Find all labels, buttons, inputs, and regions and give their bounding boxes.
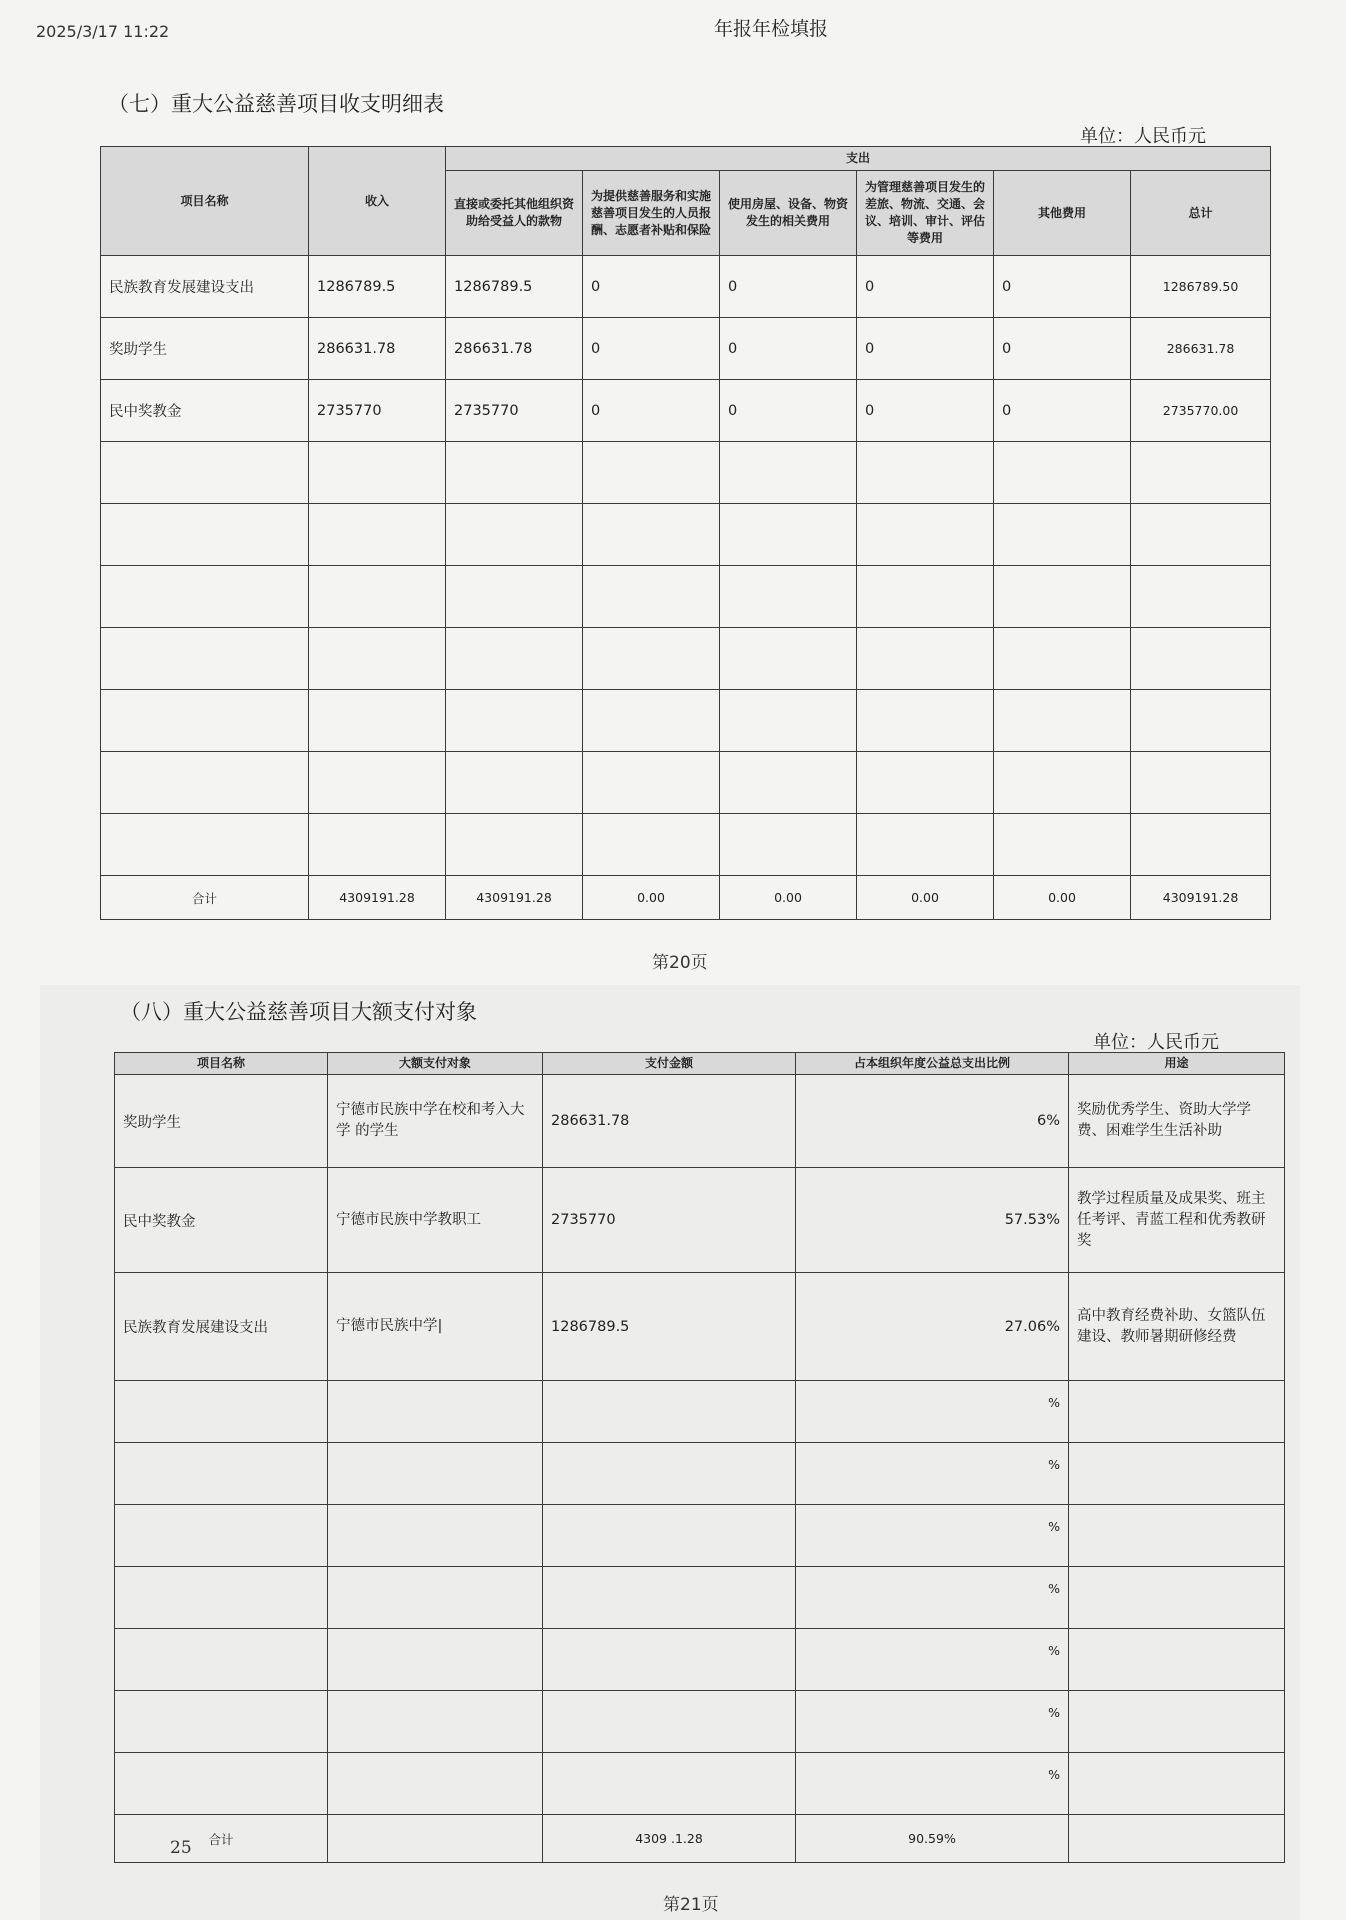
header-facility-cost: 使用房屋、设备、物资发生的相关费用	[720, 171, 857, 256]
page-number-20: 第20页	[652, 953, 708, 973]
empty-row	[101, 442, 1271, 504]
cell-direct: 1286789.5	[446, 256, 583, 318]
cell-name: 民中奖教金	[101, 380, 309, 442]
empty-row	[101, 504, 1271, 566]
cell-payee: 宁德市民族中学|	[328, 1273, 543, 1381]
empty-row	[115, 1629, 1285, 1691]
page-number-21: 第21页	[663, 1895, 719, 1915]
header-other-cost: 其他费用	[994, 171, 1131, 256]
cell-manage: 0	[857, 256, 994, 318]
cell-amount: 286631.78	[543, 1075, 796, 1168]
sum-label: 合计	[115, 1815, 328, 1863]
cell-name: 民中奖教金	[115, 1168, 328, 1273]
section7-title: （七）重大公益慈善项目收支明细表	[108, 92, 444, 116]
sum-manage: 0.00	[857, 876, 994, 920]
cell-facility: 0	[720, 380, 857, 442]
cell-ratio-empty: %	[796, 1505, 1069, 1567]
cell-manage: 0	[857, 318, 994, 380]
header-expense: 支出	[446, 147, 1271, 171]
empty-row	[115, 1443, 1285, 1505]
cell-income: 2735770	[309, 380, 446, 442]
header-income: 收入	[309, 147, 446, 256]
empty-row	[101, 566, 1271, 628]
cell-income: 286631.78	[309, 318, 446, 380]
section8-table	[114, 1052, 1285, 1863]
table-row	[115, 1075, 1285, 1168]
empty-row	[101, 752, 1271, 814]
section8-unit: 单位：人民币元	[1093, 1032, 1219, 1053]
cell-ratio-empty: %	[796, 1381, 1069, 1443]
cell-ratio: 6%	[796, 1075, 1069, 1168]
print-timestamp: 2025/3/17 11:22	[36, 22, 170, 41]
cell-direct: 2735770	[446, 380, 583, 442]
handwritten-page-mark: 25	[170, 1838, 192, 1858]
cell-service: 0	[583, 256, 720, 318]
sum-amount: 4309 .1.28	[543, 1815, 796, 1863]
header-project-name: 项目名称	[101, 147, 309, 256]
cell-total: 1286789.50	[1131, 256, 1271, 318]
section7-table	[100, 146, 1271, 920]
sum-total: 4309191.28	[1131, 876, 1271, 920]
header-amount: 支付金额	[543, 1053, 796, 1075]
header-payee: 大额支付对象	[328, 1053, 543, 1075]
cell-income: 1286789.5	[309, 256, 446, 318]
empty-row	[115, 1567, 1285, 1629]
cell-manage: 0	[857, 380, 994, 442]
cell-facility: 0	[720, 318, 857, 380]
cell-amount: 2735770	[543, 1168, 796, 1273]
empty-row	[101, 690, 1271, 752]
cell-ratio-empty: %	[796, 1443, 1069, 1505]
header-usage: 用途	[1069, 1053, 1285, 1075]
header-project-name: 项目名称	[115, 1053, 328, 1075]
sum-income: 4309191.28	[309, 876, 446, 920]
sum-ratio: 90.59%	[796, 1815, 1069, 1863]
empty-row	[115, 1505, 1285, 1567]
page-header-title: 年报年检填报	[714, 18, 829, 40]
cell-facility: 0	[720, 256, 857, 318]
table-row	[101, 256, 1271, 318]
cell-service: 0	[583, 380, 720, 442]
cell-other: 0	[994, 256, 1131, 318]
table-row	[115, 1168, 1285, 1273]
sum-other: 0.00	[994, 876, 1131, 920]
cell-ratio-empty: %	[796, 1567, 1069, 1629]
cell-payee: 宁德市民族中学教职工	[328, 1168, 543, 1273]
empty-row	[101, 814, 1271, 876]
cell-total: 2735770.00	[1131, 380, 1271, 442]
cell-usage: 高中教育经费补助、女篮队伍建设、教师暑期研修经费	[1069, 1273, 1285, 1381]
cell-name: 奖助学生	[101, 318, 309, 380]
cell-ratio-empty: %	[796, 1753, 1069, 1815]
section7-unit: 单位：人民币元	[1080, 126, 1206, 147]
cell-total: 286631.78	[1131, 318, 1271, 380]
cell-ratio-empty: %	[796, 1629, 1069, 1691]
cell-other: 0	[994, 380, 1131, 442]
table-row	[115, 1273, 1285, 1381]
cell-name: 民族教育发展建设支出	[101, 256, 309, 318]
cell-ratio: 57.53%	[796, 1168, 1069, 1273]
sum-row	[101, 876, 1271, 920]
cell-ratio-empty: %	[796, 1691, 1069, 1753]
header-service-cost: 为提供慈善服务和实施慈善项目发生的人员报酬、志愿者补贴和保险	[583, 171, 720, 256]
sum-label: 合计	[101, 876, 309, 920]
cell-usage: 教学过程质量及成果奖、班主任考评、青蓝工程和优秀教研奖	[1069, 1168, 1285, 1273]
cell-ratio: 27.06%	[796, 1273, 1069, 1381]
empty-row	[115, 1753, 1285, 1815]
sum-service: 0.00	[583, 876, 720, 920]
table-row	[101, 380, 1271, 442]
cell-amount: 1286789.5	[543, 1273, 796, 1381]
cell-service: 0	[583, 318, 720, 380]
sum-row	[115, 1815, 1285, 1863]
sum-direct: 4309191.28	[446, 876, 583, 920]
table-row	[101, 318, 1271, 380]
sum-facility: 0.00	[720, 876, 857, 920]
header-total: 总计	[1131, 171, 1271, 256]
empty-row	[115, 1691, 1285, 1753]
cell-other: 0	[994, 318, 1131, 380]
header-management-cost: 为管理慈善项目发生的差旅、物流、交通、会议、培训、审计、评估等费用	[857, 171, 994, 256]
cell-direct: 286631.78	[446, 318, 583, 380]
cell-usage: 奖励优秀学生、资助大学学费、困难学生生活补助	[1069, 1075, 1285, 1168]
empty-row	[115, 1381, 1285, 1443]
section8-title: （八）重大公益慈善项目大额支付对象	[120, 1000, 477, 1024]
cell-name: 奖助学生	[115, 1075, 328, 1168]
cell-payee: 宁德市民族中学在校和考入大学 的学生	[328, 1075, 543, 1168]
empty-row	[101, 628, 1271, 690]
cell-name: 民族教育发展建设支出	[115, 1273, 328, 1381]
header-direct-aid: 直接或委托其他组织资助给受益人的款物	[446, 171, 583, 256]
header-ratio: 占本组织年度公益总支出比例	[796, 1053, 1069, 1075]
